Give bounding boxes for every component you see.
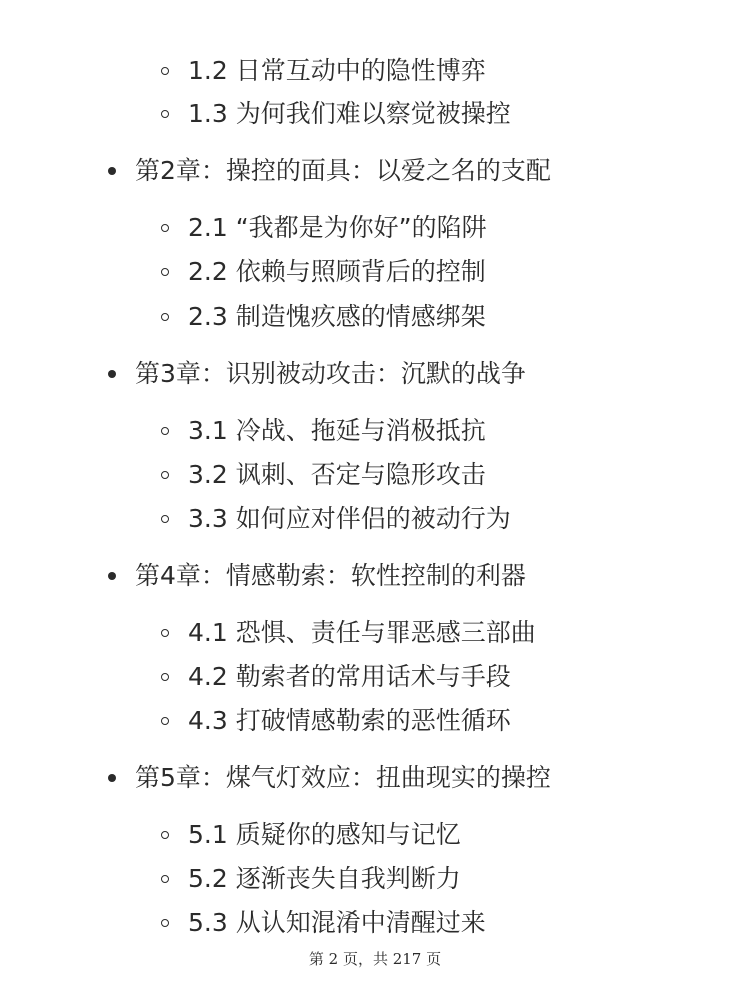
toc-chapter-label: 第5章：煤气灯效应：扭曲现实的操控 [135, 763, 551, 792]
filled-bullet-icon [108, 167, 116, 175]
toc-section-label: 5.1 质疑你的感知与记忆 [188, 820, 461, 849]
toc-chapter-5 [0, 758, 750, 798]
toc-section-3-1 [0, 411, 750, 451]
toc-section-label: 1.3 为何我们难以察觉被操控 [188, 99, 511, 128]
hollow-bullet-icon [161, 629, 169, 637]
toc-section-label: 3.2 讽刺、否定与隐形攻击 [188, 460, 486, 489]
toc-section-5-2 [0, 859, 750, 899]
toc-section-label: 3.3 如何应对伴侣的被动行为 [188, 504, 511, 533]
toc-section-1-2 [0, 51, 750, 91]
toc-section-2-2 [0, 252, 750, 292]
toc-section-label: 2.1 “我都是为你好”的陷阱 [188, 213, 487, 242]
toc-section-label: 1.2 日常互动中的隐性博弈 [188, 56, 486, 85]
hollow-bullet-icon [161, 673, 169, 681]
toc-section-4-3 [0, 701, 750, 741]
toc-section-5-1 [0, 815, 750, 855]
toc-chapter-label: 第4章：情感勒索：软性控制的利器 [135, 561, 526, 590]
toc-section-4-1 [0, 613, 750, 653]
toc-section-label: 3.1 冷战、拖延与消极抵抗 [188, 416, 486, 445]
toc-section-label: 5.2 逐渐丧失自我判断力 [188, 864, 461, 893]
toc-section-label: 5.3 从认知混淆中清醒过来 [188, 908, 486, 937]
filled-bullet-icon [108, 572, 116, 580]
hollow-bullet-icon [161, 110, 169, 118]
hollow-bullet-icon [161, 427, 169, 435]
hollow-bullet-icon [161, 313, 169, 321]
hollow-bullet-icon [161, 515, 169, 523]
hollow-bullet-icon [161, 471, 169, 479]
hollow-bullet-icon [161, 67, 169, 75]
toc-section-label: 4.3 打破情感勒索的恶性循环 [188, 706, 511, 735]
toc-chapter-3 [0, 354, 750, 394]
toc-section-label: 2.3 制造愧疚感的情感绑架 [188, 302, 486, 331]
toc-section-2-3 [0, 297, 750, 337]
hollow-bullet-icon [161, 919, 169, 927]
filled-bullet-icon [108, 370, 116, 378]
toc-section-label: 2.2 依赖与照顾背后的控制 [188, 257, 486, 286]
toc-section-5-3 [0, 903, 750, 943]
page-number-footer: 第 2 页，共 217 页 [308, 950, 442, 968]
hollow-bullet-icon [161, 875, 169, 883]
hollow-bullet-icon [161, 224, 169, 232]
toc-section-2-1 [0, 208, 750, 248]
hollow-bullet-icon [161, 831, 169, 839]
toc-section-4-2 [0, 657, 750, 697]
hollow-bullet-icon [161, 717, 169, 725]
filled-bullet-icon [108, 774, 116, 782]
toc-section-1-3 [0, 94, 750, 134]
toc-section-label: 4.2 勒索者的常用话术与手段 [188, 662, 511, 691]
toc-chapter-4 [0, 556, 750, 596]
toc-section-3-3 [0, 499, 750, 539]
toc-chapter-2 [0, 151, 750, 191]
toc-section-label: 4.1 恐惧、责任与罪恶感三部曲 [188, 618, 536, 647]
toc-section-3-2 [0, 455, 750, 495]
toc-chapter-label: 第3章：识别被动攻击：沉默的战争 [135, 359, 526, 388]
hollow-bullet-icon [161, 268, 169, 276]
toc-chapter-label: 第2章：操控的面具：以爱之名的支配 [135, 156, 551, 185]
